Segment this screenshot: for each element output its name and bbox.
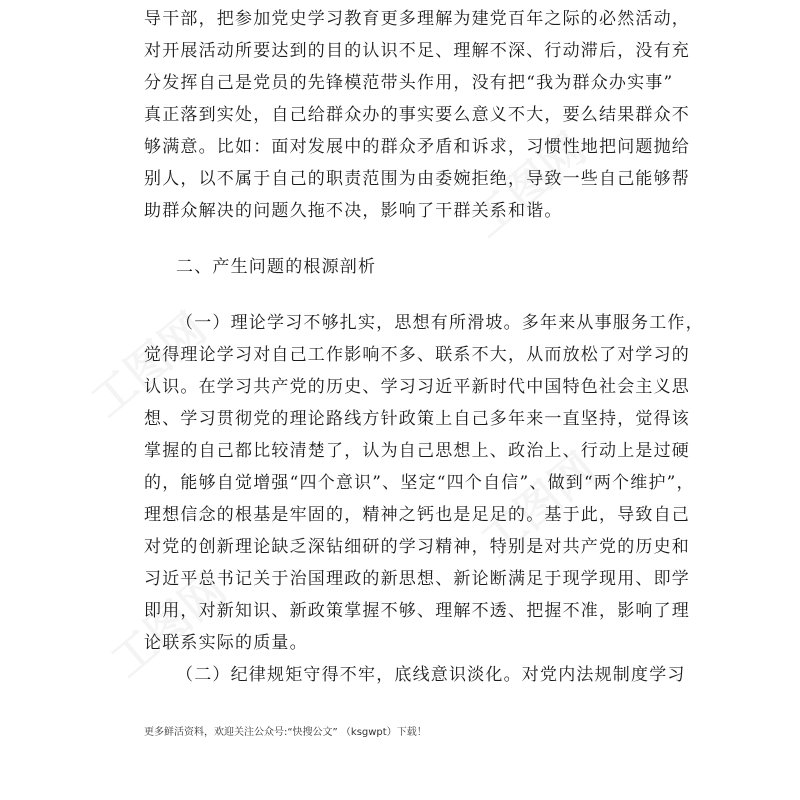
- text-line: 论联系实际的质量。: [144, 633, 308, 653]
- text-line: 对党的创新理论缺乏深钻细研的学习精神，特别是对共产党的历史和: [144, 537, 690, 557]
- text-line: 助群众解决的问题久拖不决，影响了干群关系和谐。: [144, 201, 563, 221]
- text-line: 掌握的自己都比较清楚了，认为自己思想上、政治上、行动上是过硬: [144, 441, 690, 461]
- text-line: 认识。在学习共产党的历史、学习习近平新时代中国特色社会主义思: [144, 377, 690, 397]
- text-line: 分发挥自己是党员的先锋模范带头作用，没有把“我为群众办实事”: [144, 73, 674, 93]
- text-line: 想、学习贯彻党的理论路线方针政策上自己多年来一直坚持，觉得该: [144, 409, 690, 429]
- text-line: 对开展活动所要达到的目的认识不足、理解不深、行动滞后，没有充: [144, 41, 690, 61]
- text-line: （二）纪律规矩守得不牢，底线意识淡化。对党内法规制度学习: [176, 665, 686, 685]
- text-line: 真正落到实处，自己给群众办的事实要么意义不大，要么结果群众不: [144, 105, 690, 125]
- text-line: 即用，对新知识、新政策掌握不够、理解不透、把握不准，影响了理: [144, 601, 690, 621]
- section-heading: 二、产生问题的根源剖析: [176, 257, 377, 277]
- text-line: 觉得理论学习对自己工作影响不多、联系不大，从而放松了对学习的: [144, 345, 690, 365]
- text-line: 别人，以不属于自己的职责范围为由委婉拒绝，导致一些自己能够帮: [144, 169, 690, 189]
- text-line: （一）理论学习不够扎实，思想有所滑坡。多年来从事服务工作，: [176, 313, 704, 333]
- text-line: 的，能够自觉增强“四个意识”、坚定“四个自信”、做到“两个维护”，: [144, 473, 695, 493]
- text-line: 习近平总书记关于治国理政的新思想、新论断满足于现学现用、即学: [144, 569, 690, 589]
- text-line: 导干部，把参加党史学习教育更多理解为建党百年之际的必然活动，: [144, 9, 690, 29]
- footer-note: 更多鲜活资料，欢迎关注公众号:“快搜公文” （ksgwpt）下载！: [144, 727, 427, 738]
- text-line: 理想信念的根基是牢固的，精神之钙也是足足的。基于此，导致自己: [144, 505, 690, 525]
- text-line: 够满意。比如：面对发展中的群众矛盾和诉求，习惯性地把问题抛给: [144, 137, 690, 157]
